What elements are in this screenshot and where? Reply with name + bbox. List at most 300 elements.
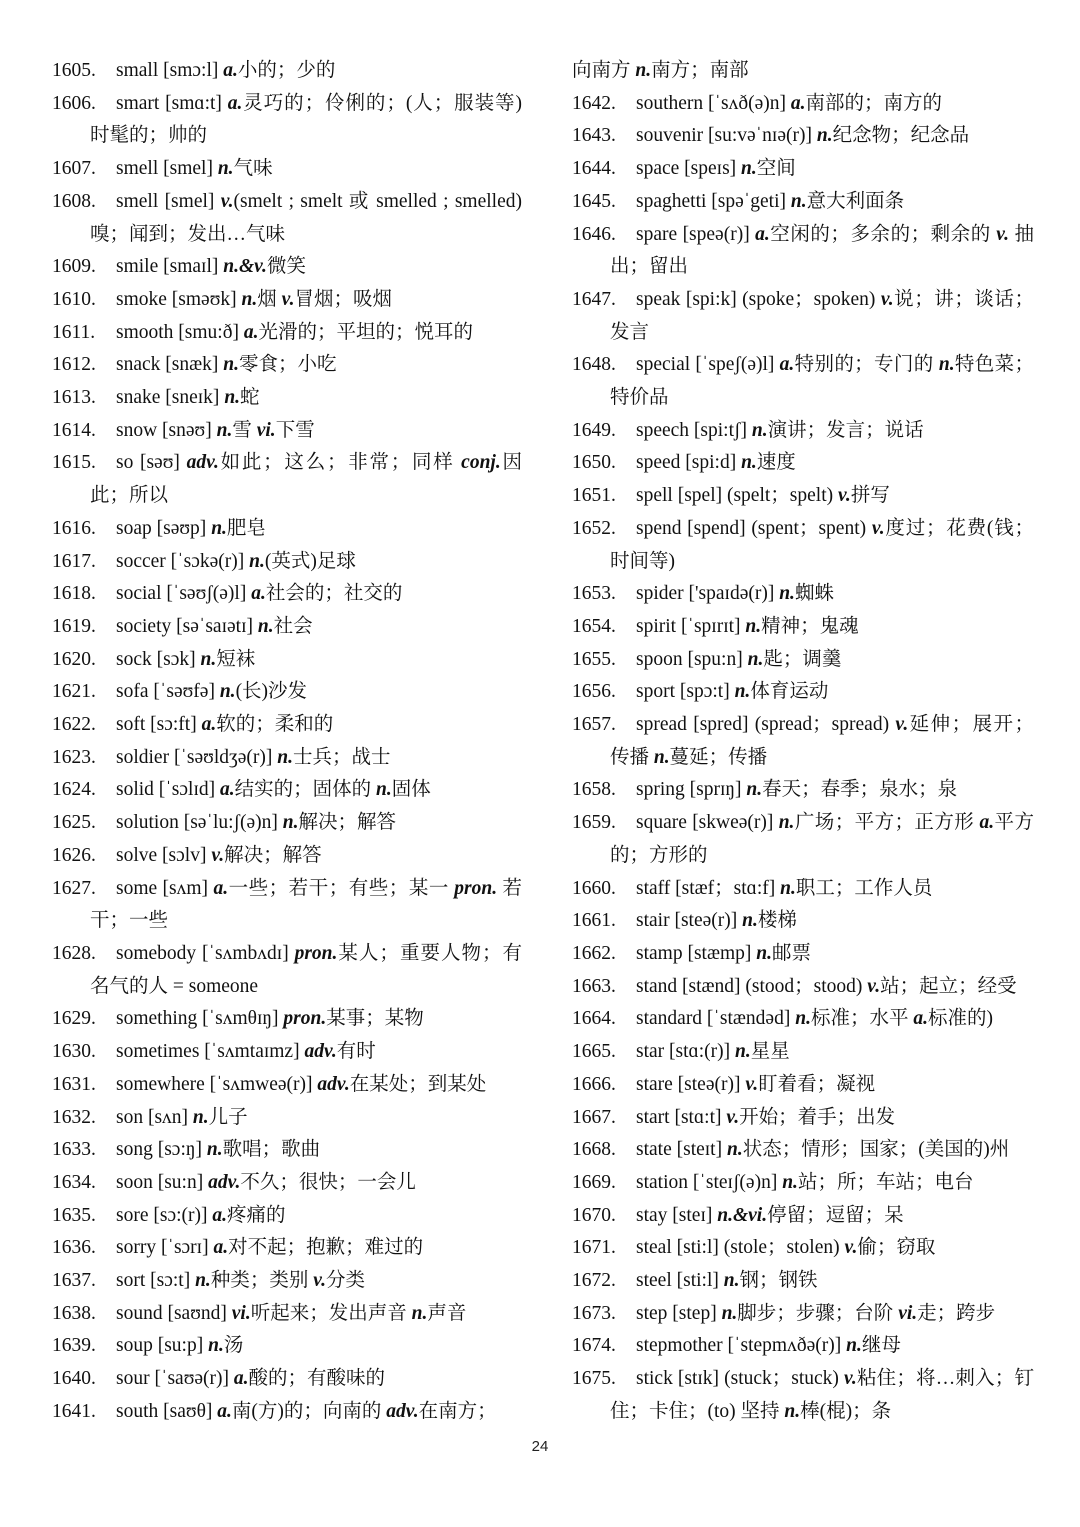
vocab-entry — [52, 1167, 522, 1200]
entry-text: special [ˈspeʃ(ə)l] — [636, 354, 780, 376]
entry-number: 1656. — [572, 681, 616, 703]
entry-text: standard [ˈstændəd] — [636, 1008, 796, 1030]
part-of-speech: n. — [219, 681, 236, 703]
vocab-entry — [52, 186, 522, 251]
part-of-speech: a. — [227, 92, 243, 114]
part-of-speech: n. — [784, 1400, 801, 1422]
entry-text: 星星 — [750, 1041, 790, 1063]
vocab-entry — [52, 382, 522, 415]
vocab-entry — [572, 55, 1034, 88]
vocab-entry — [572, 1232, 1034, 1265]
part-of-speech: n. — [277, 746, 293, 768]
entry-number: 1620. — [52, 648, 96, 670]
part-of-speech: a. — [223, 60, 238, 81]
part-of-speech: v. — [844, 1237, 858, 1259]
entry-text: soup [su:p] — [116, 1335, 209, 1357]
entry-text: state [steɪt] — [636, 1139, 727, 1161]
entry-number: 1606. — [52, 92, 96, 114]
part-of-speech: a. — [219, 779, 235, 801]
part-of-speech: adv. — [208, 1171, 241, 1193]
part-of-speech: v. — [996, 223, 1010, 245]
entry-text: square [skweə(r)] — [636, 812, 779, 834]
entry-number: 1640. — [52, 1368, 96, 1390]
entry-text: stepmother [ˈstepmʌðə(r)] — [636, 1335, 847, 1357]
entry-text: spirit [ˈspɪrɪt] — [636, 615, 746, 637]
entry-text: 精神；鬼魂 — [761, 615, 859, 637]
entry-number: 1650. — [572, 452, 616, 474]
vocab-entry — [52, 317, 522, 350]
entry-number: 1664. — [572, 1008, 616, 1030]
vocab-entry — [572, 219, 1034, 284]
vocab-entry — [572, 1036, 1034, 1069]
vocab-entry — [572, 186, 1034, 219]
vocab-entry — [52, 1232, 522, 1265]
entry-number: 1632. — [52, 1106, 96, 1128]
entry-text: sound [saʊnd] — [116, 1302, 232, 1324]
vocab-entry — [572, 709, 1034, 774]
entry-text: 职工；工作人员 — [795, 877, 933, 899]
vocab-entry — [52, 1102, 522, 1135]
entry-text: spare [speə(r)] — [636, 223, 756, 245]
vocab-entry — [572, 447, 1034, 480]
part-of-speech: pron. — [454, 877, 498, 899]
entry-number: 1636. — [52, 1237, 96, 1259]
part-of-speech: n. — [192, 1106, 209, 1128]
entry-number: 1653. — [572, 583, 616, 605]
vocab-entry — [572, 676, 1034, 709]
entry-text: 演讲；发言；说话 — [767, 419, 924, 441]
entry-text: south [saʊθ] — [116, 1400, 218, 1422]
entry-text: social [ˈsəʊʃ(ə)l] — [116, 583, 252, 605]
entry-number: 1624. — [52, 779, 96, 801]
entry-text: 特色菜；特价品 — [610, 354, 1034, 409]
entry-text: 蜘蛛 — [794, 583, 834, 605]
entry-text: 光滑的；平坦的；悦耳的 — [258, 321, 473, 343]
entry-number: 1642. — [572, 92, 616, 114]
vocab-entry — [52, 578, 522, 611]
entry-number: 1631. — [52, 1073, 96, 1095]
entry-text: 冒烟；吸烟 — [294, 288, 392, 310]
entry-text: 儿子 — [208, 1106, 248, 1128]
entry-number: 1629. — [52, 1008, 96, 1030]
entry-text: 汤 — [223, 1335, 244, 1357]
entry-number: 1652. — [572, 517, 616, 539]
vocab-entry — [52, 153, 522, 186]
entry-text: 不久；很快；一会儿 — [240, 1171, 416, 1193]
entry-text: soldier [ˈsəʊldʒə(r)] — [116, 746, 278, 768]
entry-number: 1634. — [52, 1171, 96, 1193]
entry-text: spider ['spaɪdə(r)] — [636, 583, 780, 605]
entry-text: 某事；某物 — [326, 1008, 424, 1030]
entry-text: soft [sɔ:ft] — [116, 714, 202, 736]
entry-text: smoke [sməʊk] — [116, 288, 242, 310]
entry-text: 纪念物；纪念品 — [832, 125, 970, 147]
vocab-entry — [572, 578, 1034, 611]
entry-text: 有时 — [336, 1041, 376, 1063]
vocab-entry — [52, 611, 522, 644]
part-of-speech: v. — [220, 190, 234, 212]
part-of-speech: n. — [816, 125, 833, 147]
vocab-entry — [572, 1102, 1034, 1135]
entry-text: 向南方 — [572, 60, 636, 81]
vocab-entry — [52, 447, 522, 512]
entry-text: 零食；小吃 — [238, 354, 337, 376]
entry-number: 1609. — [52, 256, 96, 278]
part-of-speech: pron. — [283, 1008, 327, 1030]
vocab-entry — [52, 644, 522, 677]
entry-number: 1616. — [52, 517, 96, 539]
entry-text: 空闲的；多余的；剩余的 — [769, 223, 997, 245]
entry-text: stay [steɪ] — [636, 1204, 718, 1226]
entry-text: 体育运动 — [750, 681, 829, 703]
entry-text: sport [spɔ:t] — [636, 681, 735, 703]
vocab-entry — [52, 1265, 522, 1298]
entry-number: 1621. — [52, 681, 96, 703]
vocab-entry — [572, 88, 1034, 121]
entry-text: spend [spend] (spent；spent) — [636, 517, 872, 539]
entry-text: stick [stɪk] (stuck；stuck) — [636, 1368, 844, 1390]
entry-text: smooth [smu:ð] — [116, 321, 244, 343]
vocab-entry — [572, 415, 1034, 448]
entry-text: 状态；情形；国家；(美国的)州 — [742, 1139, 1010, 1161]
vocab-entry — [52, 415, 522, 448]
vocab-entry — [52, 840, 522, 873]
right-column — [572, 55, 1034, 1429]
vocab-entry — [52, 546, 522, 579]
entry-number: 1645. — [572, 190, 616, 212]
part-of-speech: n. — [938, 354, 955, 376]
entry-number: 1665. — [572, 1041, 616, 1063]
vocab-entry — [572, 1069, 1034, 1102]
entry-number: 1668. — [572, 1139, 616, 1161]
entry-text: spread [spred] (spread；spread) — [636, 714, 896, 736]
entry-number: 1607. — [52, 158, 96, 180]
part-of-speech: n. — [721, 1302, 738, 1324]
part-of-speech: n. — [734, 681, 751, 703]
entry-text: 若干；一些 — [90, 877, 522, 932]
entry-number: 1615. — [52, 452, 96, 474]
vocab-entry — [572, 1200, 1034, 1233]
vocab-entry — [52, 873, 522, 938]
part-of-speech: n. — [751, 419, 768, 441]
entry-text: smart [smɑ:t] — [116, 92, 228, 114]
vocab-entry — [572, 1134, 1034, 1167]
part-of-speech: v. — [838, 485, 851, 507]
entry-text: 春天；春季；泉水；泉 — [762, 779, 958, 801]
entry-text: step [step] — [636, 1302, 722, 1324]
entry-text: somewhere [ˈsʌmweə(r)] — [116, 1073, 318, 1095]
vocab-entry — [572, 938, 1034, 971]
entry-text: 拼写 — [850, 485, 890, 507]
entry-number: 1670. — [572, 1204, 616, 1226]
entry-text: smell [smel] — [116, 158, 218, 180]
entry-text: 南(方)的；向南的 — [231, 1400, 387, 1422]
vocab-entry — [572, 611, 1034, 644]
part-of-speech: n. — [742, 910, 758, 932]
entry-number: 1623. — [52, 746, 96, 768]
part-of-speech: vi. — [231, 1302, 251, 1324]
entry-text: start [stɑ:t] — [636, 1106, 727, 1128]
entry-text: 南方；南部 — [651, 60, 749, 81]
entry-text: souvenir [su:vəˈnɪə(r)] — [636, 125, 817, 147]
entry-text: 南部的；南方的 — [805, 92, 943, 114]
entry-text: solid [ˈsɔlɪd] — [116, 779, 220, 801]
vocab-entry — [52, 1200, 522, 1233]
left-column — [52, 55, 522, 1429]
entry-number: 1614. — [52, 419, 96, 441]
entry-number: 1662. — [572, 942, 616, 964]
entry-text: sore [sɔ:(r)] — [116, 1204, 213, 1226]
entry-text: 在南方； — [418, 1400, 497, 1422]
entry-text: 如此；这么；非常；同样 — [218, 452, 462, 474]
vocab-entry — [52, 1036, 522, 1069]
entry-text: something [ˈsʌmθɪŋ] — [116, 1008, 284, 1030]
part-of-speech: n. — [745, 615, 762, 637]
entry-number: 1627. — [52, 877, 96, 899]
part-of-speech: n. — [241, 288, 258, 310]
vocab-entry — [572, 873, 1034, 906]
vocab-entry — [52, 88, 522, 153]
vocab-entry — [572, 807, 1034, 872]
entry-text: steal [sti:l] (stole；stolen) — [636, 1237, 845, 1259]
entry-text: 疼痛的 — [227, 1204, 286, 1226]
entry-text: spell [spel] (spelt；spelt) — [636, 485, 838, 507]
entry-text: some [sʌm] — [116, 877, 214, 899]
entry-text: snow [snəʊ] — [116, 419, 217, 441]
vocab-entry — [572, 1298, 1034, 1331]
entry-number: 1643. — [572, 125, 616, 147]
entry-text: speed [spi:d] — [636, 452, 742, 474]
entry-text: space [speɪs] — [636, 158, 742, 180]
entry-text: 蔓延；传播 — [669, 746, 768, 768]
entry-text: spaghetti [spəˈgeti] — [636, 190, 791, 212]
entry-text: son [sʌn] — [116, 1106, 193, 1128]
entry-number: 1675. — [572, 1368, 616, 1390]
entry-text: stare [steə(r)] — [636, 1073, 746, 1095]
entry-text: 声音 — [427, 1302, 467, 1324]
entry-text: stamp [stæmp] — [636, 942, 757, 964]
part-of-speech: n. — [778, 812, 795, 834]
entry-text: song [sɔ:ŋ] — [116, 1139, 207, 1161]
entry-text: speak [spi:k] (spoke；spoken) — [636, 288, 881, 310]
part-of-speech: n. — [206, 1139, 223, 1161]
part-of-speech: v. — [843, 1368, 857, 1390]
entry-text: southern [ˈsʌð(ə)n] — [636, 92, 791, 114]
part-of-speech: n. — [790, 190, 807, 212]
vocab-entry — [572, 153, 1034, 186]
entry-text: soap [səʊp] — [116, 517, 212, 539]
entry-text: 一些；若干；有些；某一 — [228, 877, 455, 899]
vocab-entry — [572, 120, 1034, 153]
entry-number: 1605. — [52, 60, 96, 81]
entry-number: 1617. — [52, 550, 96, 572]
entry-number: 1651. — [572, 485, 616, 507]
entry-text: 继母 — [861, 1335, 901, 1357]
vocab-entry — [52, 938, 522, 1003]
entry-text: 广场；平方；正方形 — [794, 812, 980, 834]
entry-text: 小的；少的 — [237, 60, 336, 81]
vocab-entry — [52, 1003, 522, 1036]
entry-text: 歌唱；歌曲 — [222, 1139, 321, 1161]
part-of-speech: adv. — [386, 1400, 419, 1422]
vocab-entry — [52, 742, 522, 775]
entry-text: 度过；花费(钱；时间等) — [610, 517, 1034, 572]
part-of-speech: n. — [779, 583, 795, 605]
entry-text: spring [sprɪŋ] — [636, 779, 747, 801]
entry-text: 特别的；专门的 — [794, 354, 939, 376]
part-of-speech: n. — [257, 615, 274, 637]
entry-text: smile [smaɪl] — [116, 256, 224, 278]
part-of-speech: adv. — [186, 452, 219, 474]
entry-number: 1672. — [572, 1270, 616, 1292]
entry-text: soccer [ˈsɔkə(r)] — [116, 550, 250, 572]
entry-number: 1644. — [572, 158, 616, 180]
entry-text: 社会 — [273, 615, 313, 637]
part-of-speech: a. — [212, 1204, 227, 1226]
entry-number: 1666. — [572, 1073, 616, 1095]
part-of-speech: n. — [741, 452, 757, 474]
part-of-speech: n. — [723, 1270, 740, 1292]
entry-text: 邮票 — [771, 942, 811, 964]
entry-number: 1654. — [572, 615, 616, 637]
entry-text: 软的；柔和的 — [216, 714, 334, 736]
entry-number: 1674. — [572, 1335, 616, 1357]
entry-text: 种类；类别 — [210, 1270, 314, 1292]
vocab-entry — [52, 676, 522, 709]
entry-text: 站；所；车站；电台 — [797, 1171, 974, 1193]
part-of-speech: n. — [216, 419, 233, 441]
part-of-speech: vi. — [256, 419, 276, 441]
entry-text: spoon [spu:n] — [636, 648, 748, 670]
part-of-speech: n. — [200, 648, 217, 670]
entry-text: 分类 — [326, 1270, 366, 1292]
entry-text: 灵巧的；伶俐的；(人；服装等)时髦的；帅的 — [90, 92, 522, 147]
vocab-entry — [572, 774, 1034, 807]
entry-number: 1673. — [572, 1302, 616, 1324]
entry-text: 空间 — [756, 158, 796, 180]
part-of-speech: n. — [653, 746, 670, 768]
part-of-speech: a. — [790, 92, 806, 114]
entry-number: 1661. — [572, 910, 616, 932]
entry-number: 1608. — [52, 190, 96, 212]
entry-text: 匙；调羹 — [763, 648, 842, 670]
vocab-entry — [572, 905, 1034, 938]
entry-text: stair [steə(r)] — [636, 910, 743, 932]
vocab-entry — [52, 55, 522, 88]
entry-text: 解决；解答 — [298, 812, 397, 834]
vocab-entry — [572, 971, 1034, 1004]
part-of-speech: v. — [871, 517, 885, 539]
entry-number: 1630. — [52, 1041, 96, 1063]
part-of-speech: a. — [251, 583, 266, 605]
entry-text: 结实的；固体的 — [234, 779, 376, 801]
entry-text: 说；讲；谈话；发言 — [610, 288, 1034, 343]
entry-text: snack [snæk] — [116, 354, 224, 376]
entry-text: speech [spi:tʃ] — [636, 419, 752, 441]
entry-number: 1655. — [572, 648, 616, 670]
entry-number: 1646. — [572, 223, 616, 245]
entry-text: sofa [ˈsəʊfə] — [116, 681, 220, 703]
part-of-speech: n. — [746, 779, 763, 801]
entry-text: station [ˈsteɪʃ(ə)n] — [636, 1171, 783, 1193]
entry-text: 解决；解答 — [224, 844, 322, 866]
part-of-speech: pron. — [294, 942, 338, 964]
part-of-speech: conj. — [461, 452, 501, 474]
entry-text: star [stɑ:(r)] — [636, 1041, 735, 1063]
part-of-speech: a. — [201, 714, 217, 736]
entry-text: 开始；着手；出发 — [739, 1106, 896, 1128]
part-of-speech: n. — [795, 1008, 811, 1030]
part-of-speech: n.&vi. — [717, 1204, 768, 1226]
part-of-speech: v. — [745, 1073, 759, 1095]
vocab-entry — [572, 1003, 1034, 1036]
entry-text: society [səˈsaɪətɪ] — [116, 615, 258, 637]
vocab-entry — [52, 284, 522, 317]
entry-number: 1618. — [52, 583, 96, 605]
part-of-speech: n. — [411, 1302, 428, 1324]
entry-text: 短袜 — [216, 648, 256, 670]
entry-text: small [smɔ:l] — [116, 60, 224, 81]
vocab-entry — [52, 774, 522, 807]
part-of-speech: v. — [281, 288, 295, 310]
vocab-entry — [52, 1396, 522, 1429]
entry-text: staff [stæf；stɑ:f] — [636, 877, 781, 899]
entry-number: 1669. — [572, 1171, 616, 1193]
entry-number: 1633. — [52, 1139, 96, 1161]
entry-text: 抽出；留出 — [610, 223, 1034, 278]
part-of-speech: adv. — [304, 1041, 337, 1063]
entry-number: 1628. — [52, 942, 96, 964]
vocab-entry — [572, 480, 1034, 513]
vocab-entry — [572, 1363, 1034, 1428]
entry-text: 标准；水平 — [810, 1008, 914, 1030]
entry-number: 1667. — [572, 1106, 616, 1128]
entry-number: 1671. — [572, 1237, 616, 1259]
entry-text: sort [sɔ:t] — [116, 1270, 196, 1292]
part-of-speech: v. — [895, 714, 909, 736]
entry-text: 脚步；步骤；台阶 — [737, 1302, 899, 1324]
entry-number: 1612. — [52, 354, 96, 376]
vocab-entry — [52, 251, 522, 284]
part-of-speech: vi. — [898, 1302, 918, 1324]
entry-text: 走；跨步 — [917, 1302, 996, 1324]
vocab-entry — [572, 1330, 1034, 1363]
part-of-speech: v. — [211, 844, 225, 866]
entry-number: 1658. — [572, 779, 616, 801]
entry-number: 1611. — [52, 321, 96, 343]
part-of-speech: n. — [249, 550, 265, 572]
part-of-speech: n. — [741, 158, 757, 180]
entry-number: 1625. — [52, 812, 96, 834]
part-of-speech: a. — [979, 812, 995, 834]
entry-text: 社会的；社交的 — [265, 583, 403, 605]
part-of-speech: v. — [880, 288, 894, 310]
entry-text: 酸的；有酸味的 — [248, 1368, 386, 1390]
part-of-speech: n. — [635, 60, 652, 81]
entry-number: 1635. — [52, 1204, 96, 1226]
entry-text: 气味 — [233, 158, 273, 180]
part-of-speech: v. — [726, 1106, 740, 1128]
entry-text: 楼梯 — [757, 910, 797, 932]
entry-text: 粘住；将…刺入；钉住；卡住；(to) 坚持 — [610, 1368, 1034, 1422]
entry-number: 1638. — [52, 1302, 96, 1324]
entry-number: 1647. — [572, 288, 616, 310]
entry-text: 速度 — [756, 452, 796, 474]
entry-text: 肥皂 — [226, 517, 266, 539]
vocab-entry — [52, 349, 522, 382]
entry-number: 1663. — [572, 975, 616, 997]
entry-text: 对不起；抱歉；难过的 — [228, 1237, 424, 1259]
